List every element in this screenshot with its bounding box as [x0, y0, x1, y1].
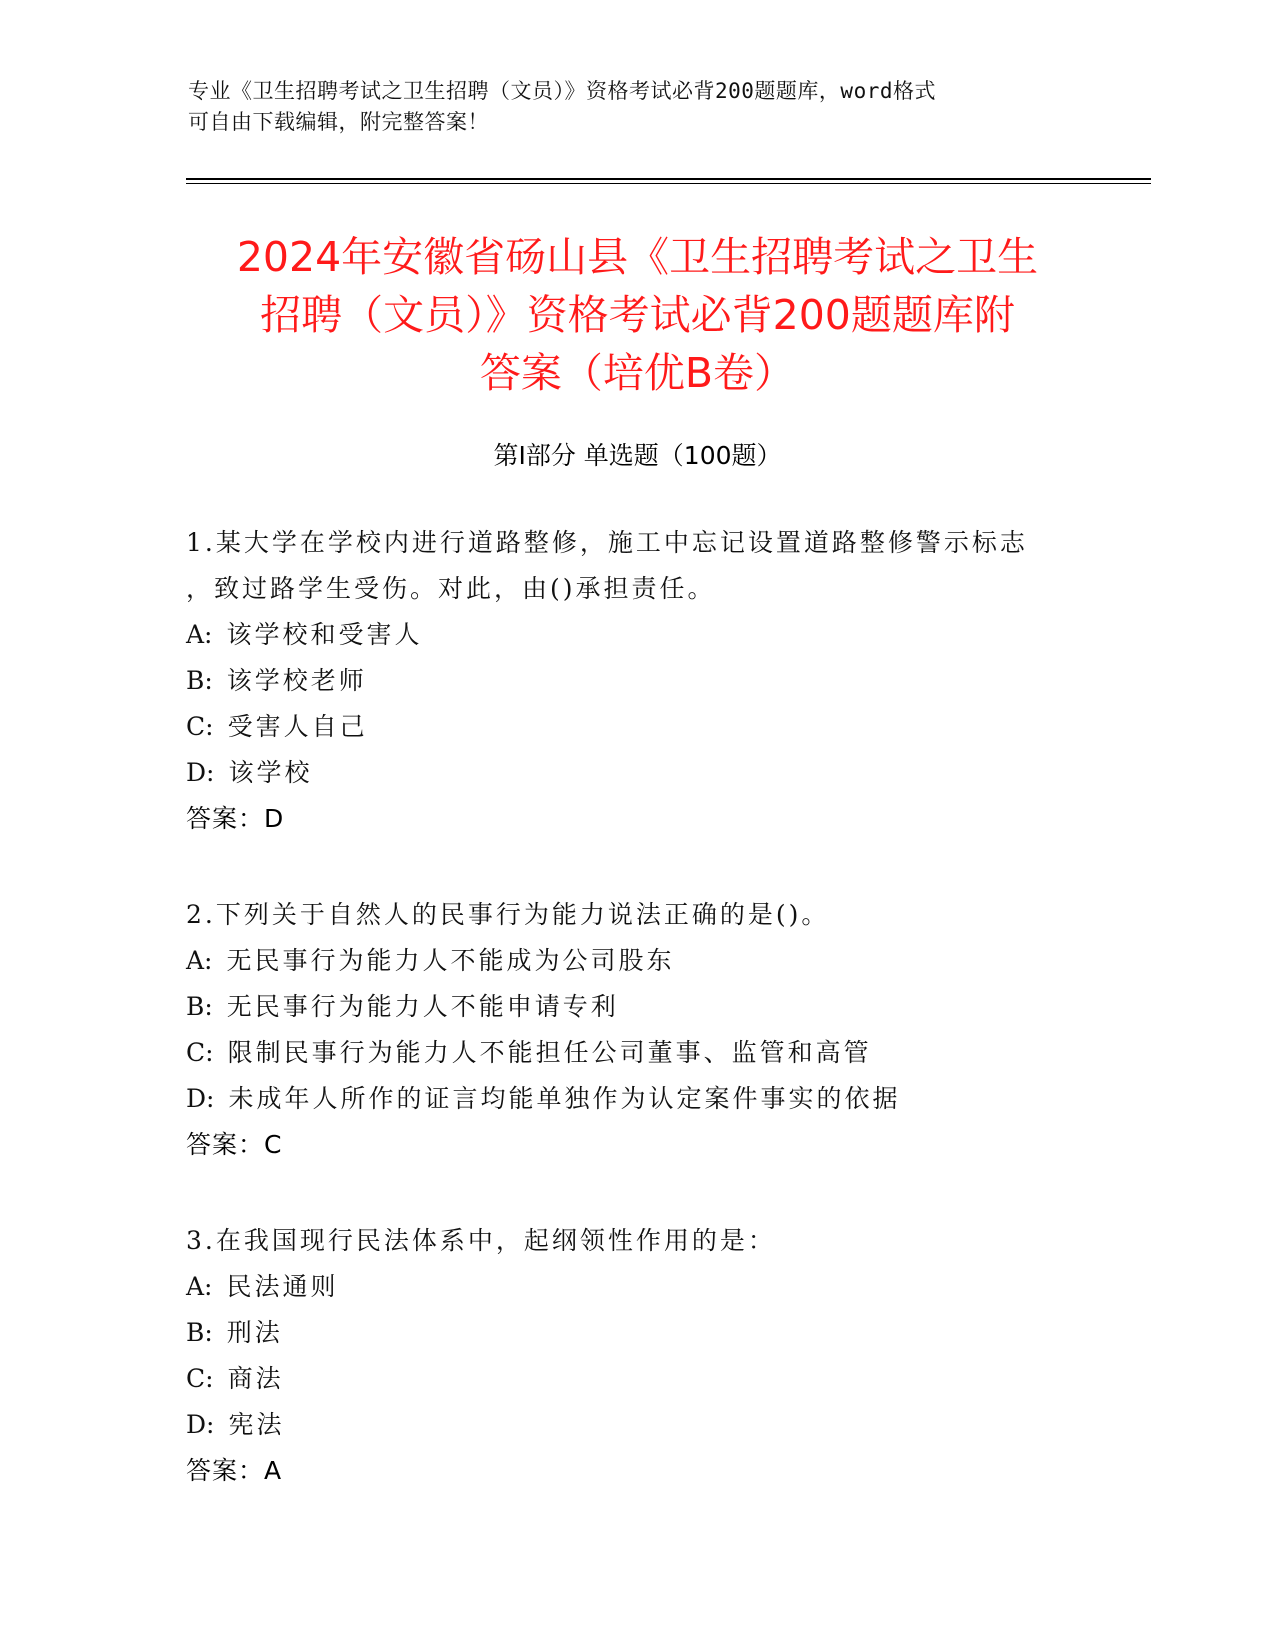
option-key: C: [186, 1364, 214, 1393]
option-d [186, 1402, 1146, 1448]
question-stem-line: 3.在我国现行民法体系中，起纲领性作用的是： [186, 1226, 776, 1255]
option-key: A: [186, 1272, 213, 1301]
document-title-line-3: 答案（培优B卷） [479, 349, 796, 397]
option-d [186, 750, 1146, 796]
option-b [186, 658, 1146, 704]
question-stem-line: 1.某大学在学校内进行道路整修，施工中忘记设置道路整修警示标志 [186, 528, 1028, 557]
option-key: D: [186, 1410, 215, 1439]
option-b [186, 984, 1146, 1030]
option-text: 该学校老师 [226, 666, 367, 695]
option-text: 限制民事行为能力人不能担任公司董事、监管和高管 [227, 1038, 872, 1067]
option-b [186, 1310, 1146, 1356]
option-a [186, 938, 1146, 984]
option-key: B: [186, 1318, 213, 1347]
option-key: D: [186, 1084, 215, 1113]
option-text: 无民事行为能力人不能申请专利 [226, 992, 619, 1021]
option-c [186, 1030, 1146, 1076]
question-stem-line: ，致过路学生受伤。对此，由()承担责任。 [186, 574, 716, 603]
option-text: 未成年人所作的证言均能单独作为认定案件事实的依据 [228, 1084, 901, 1113]
header-note-line-2: 可自由下载编辑，附完整答案！ [188, 110, 489, 134]
document-title-line-1: 2024年安徽省砀山县《卫生招聘考试之卫生 [236, 233, 1039, 281]
option-a [186, 612, 1146, 658]
section-heading: 第I部分 单选题（100题） [493, 441, 782, 470]
header-note-line-1: 专业《卫生招聘考试之卫生招聘（文员）》资格考试必背200题题库，word格式 [188, 79, 936, 103]
header-divider-thin [186, 183, 1151, 184]
answer-line: 答案：A [186, 1456, 283, 1485]
question-2 [186, 892, 1146, 1168]
option-key: A: [186, 620, 213, 649]
option-c [186, 1356, 1146, 1402]
option-text: 商法 [227, 1364, 284, 1393]
document-title-line-2: 招聘（文员）》资格考试必背200题题库附 [260, 291, 1015, 339]
header-note [188, 76, 1068, 138]
option-key: D: [186, 758, 215, 787]
option-text: 宪法 [228, 1410, 285, 1439]
option-text: 民法通则 [226, 1272, 339, 1301]
question-stem-line: 2.下列关于自然人的民事行为能力说法正确的是()。 [186, 900, 830, 929]
question-3 [186, 1218, 1146, 1494]
question-1 [186, 520, 1146, 842]
option-text: 该学校 [228, 758, 313, 787]
option-key: A: [186, 946, 213, 975]
option-text: 刑法 [226, 1318, 283, 1347]
document-title [120, 228, 1155, 402]
answer-line: 答案：D [186, 804, 285, 833]
option-key: C: [186, 1038, 214, 1067]
option-text: 无民事行为能力人不能成为公司股东 [226, 946, 675, 975]
answer-line: 答案：C [186, 1130, 283, 1159]
option-a [186, 1264, 1146, 1310]
question-list [186, 520, 1146, 1544]
option-key: B: [186, 666, 213, 695]
option-key: C: [186, 712, 214, 741]
option-c [186, 704, 1146, 750]
option-text: 该学校和受害人 [226, 620, 423, 649]
option-d [186, 1076, 1146, 1122]
header-divider-thick [186, 178, 1151, 180]
option-text: 受害人自己 [227, 712, 368, 741]
option-key: B: [186, 992, 213, 1021]
